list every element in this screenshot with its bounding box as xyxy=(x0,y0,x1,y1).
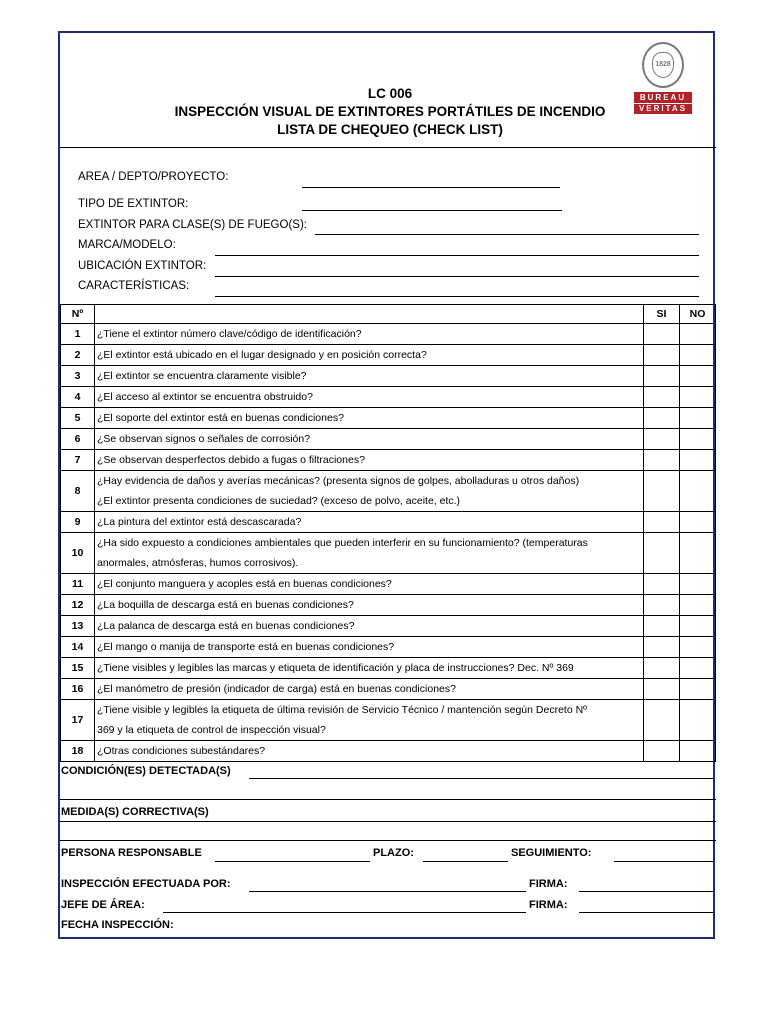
si-checkbox[interactable] xyxy=(644,679,680,700)
row-number: 14 xyxy=(61,637,95,658)
col-num-header: Nº xyxy=(61,305,95,324)
table-row xyxy=(61,366,716,387)
question-text: ¿Tiene visibles y legibles las marcas y etiqueta de identificación y placa de instrucciones? Dec. Nº 369 xyxy=(97,662,574,674)
no-checkbox[interactable] xyxy=(680,408,716,429)
row-number: 13 xyxy=(61,616,95,637)
row-question xyxy=(95,450,644,471)
row-question xyxy=(95,741,644,762)
row-number: 5 xyxy=(61,408,95,429)
si-checkbox[interactable] xyxy=(644,324,680,345)
seguimiento-label: SEGUIMIENTO: xyxy=(511,847,592,859)
marca-label: MARCA/MODELO: xyxy=(78,239,176,251)
condicion-label: CONDICIÓN(ES) DETECTADA(S) xyxy=(61,765,231,777)
row-question xyxy=(95,595,644,616)
seal-year: 1828 xyxy=(652,52,674,78)
firma1-label: FIRMA: xyxy=(529,878,568,890)
tipo-field[interactable] xyxy=(302,210,562,211)
question-text: ¿El manómetro de presión (indicador de carga) está en buenas condiciones? xyxy=(97,683,456,695)
si-checkbox[interactable] xyxy=(644,595,680,616)
row-question xyxy=(95,658,644,679)
no-checkbox[interactable] xyxy=(680,533,716,574)
col-no-header: NO xyxy=(680,305,716,324)
row-number: 4 xyxy=(61,387,95,408)
row-number: 1 xyxy=(61,324,95,345)
table-row xyxy=(61,324,716,345)
table-row xyxy=(61,616,716,637)
row-question xyxy=(95,574,644,595)
form-code: LC 006 xyxy=(367,86,413,101)
table-row xyxy=(61,658,716,679)
si-checkbox[interactable] xyxy=(644,512,680,533)
row-question xyxy=(95,408,644,429)
table-header xyxy=(61,305,716,324)
row-question xyxy=(95,700,644,741)
row-number: 17 xyxy=(61,700,95,741)
condicion-field[interactable] xyxy=(249,778,715,779)
col-si-header: SI xyxy=(644,305,680,324)
question-text: ¿Hay evidencia de daños y averías mecánicas? (presenta signos de golpes, abolladuras u otros daños) xyxy=(97,475,580,487)
question-text: ¿Se observan desperfectos debido a fugas o filtraciones? xyxy=(97,454,365,466)
table-row xyxy=(61,512,716,533)
seal-icon xyxy=(642,42,684,88)
row-number: 15 xyxy=(61,658,95,679)
table-row xyxy=(61,741,716,762)
table-row xyxy=(61,595,716,616)
row-number: 2 xyxy=(61,345,95,366)
row-question xyxy=(95,366,644,387)
question-text: ¿El acceso al extintor se encuentra obstruido? xyxy=(97,391,313,403)
row-number: 7 xyxy=(61,450,95,471)
no-checkbox[interactable] xyxy=(680,679,716,700)
no-checkbox[interactable] xyxy=(680,387,716,408)
table-row xyxy=(61,637,716,658)
area-field[interactable] xyxy=(302,187,560,188)
si-checkbox[interactable] xyxy=(644,471,680,512)
clase-label: EXTINTOR PARA CLASE(S) DE FUEGO(S): xyxy=(78,219,307,231)
seguimiento-field[interactable] xyxy=(614,861,715,862)
question-text: ¿Se observan signos o señales de corrosión? xyxy=(97,433,311,445)
no-checkbox[interactable] xyxy=(680,512,716,533)
table-row xyxy=(61,471,716,512)
no-checkbox[interactable] xyxy=(680,345,716,366)
row-number: 11 xyxy=(61,574,95,595)
table-row xyxy=(61,450,716,471)
firma2-field[interactable] xyxy=(579,912,715,913)
condicion-divider xyxy=(60,799,716,800)
ubicacion-field[interactable] xyxy=(215,276,699,277)
logo-veritas: VERITAS xyxy=(634,104,692,114)
row-question xyxy=(95,429,644,450)
plazo-label: PLAZO: xyxy=(373,847,414,859)
table-row xyxy=(61,387,716,408)
inspeccion-field[interactable] xyxy=(249,891,526,892)
marca-field[interactable] xyxy=(215,255,699,256)
si-checkbox[interactable] xyxy=(644,637,680,658)
row-number: 6 xyxy=(61,429,95,450)
table-row xyxy=(61,574,716,595)
row-question xyxy=(95,324,644,345)
row-number: 18 xyxy=(61,741,95,762)
question-text: ¿Tiene visible y legibles la etiqueta de última revisión de Servicio Técnico / mantención según Decreto Nº xyxy=(97,704,587,716)
medida-divider-2 xyxy=(60,840,716,841)
no-checkbox[interactable] xyxy=(680,450,716,471)
no-checkbox[interactable] xyxy=(680,366,716,387)
no-checkbox[interactable] xyxy=(680,574,716,595)
no-checkbox[interactable] xyxy=(680,429,716,450)
clase-field[interactable] xyxy=(315,234,699,235)
inspeccion-label: INSPECCIÓN EFECTUADA POR: xyxy=(61,878,231,890)
si-checkbox[interactable] xyxy=(644,429,680,450)
question-text: ¿El mango o manija de transporte está en buenas condiciones? xyxy=(97,641,395,653)
question-text-cont: ¿El extintor presenta condiciones de suciedad? (exceso de polvo, aceite, etc.) xyxy=(97,495,461,507)
firma1-field[interactable] xyxy=(579,891,715,892)
question-text: ¿El soporte del extintor está en buenas condiciones? xyxy=(97,412,344,424)
question-text-cont: 369 y la etiqueta de control de inspección visual? xyxy=(97,724,326,736)
jefe-field[interactable] xyxy=(163,912,526,913)
table-row xyxy=(61,700,716,741)
row-question xyxy=(95,345,644,366)
table-row xyxy=(61,679,716,700)
si-checkbox[interactable] xyxy=(644,387,680,408)
no-checkbox[interactable] xyxy=(680,471,716,512)
si-checkbox[interactable] xyxy=(644,616,680,637)
no-checkbox[interactable] xyxy=(680,324,716,345)
si-checkbox[interactable] xyxy=(644,741,680,762)
question-text: ¿La boquilla de descarga está en buenas condiciones? xyxy=(97,599,354,611)
question-text: ¿La pintura del extintor está descascarada? xyxy=(97,516,302,528)
no-checkbox[interactable] xyxy=(680,700,716,741)
si-checkbox[interactable] xyxy=(644,700,680,741)
si-checkbox[interactable] xyxy=(644,658,680,679)
no-checkbox[interactable] xyxy=(680,616,716,637)
table-row xyxy=(61,429,716,450)
row-question xyxy=(95,387,644,408)
question-text: ¿Ha sido expuesto a condiciones ambientales que pueden interferir en su funcionamiento? (temperaturas xyxy=(97,537,588,549)
tipo-label: TIPO DE EXTINTOR: xyxy=(78,198,189,210)
si-checkbox[interactable] xyxy=(644,366,680,387)
medida-divider-1 xyxy=(60,821,716,822)
firma2-label: FIRMA: xyxy=(529,899,568,911)
medida-label: MEDIDA(S) CORRECTIVA(S) xyxy=(61,806,209,818)
persona-label: PERSONA RESPONSABLE xyxy=(61,847,202,859)
checklist-table xyxy=(60,304,716,762)
row-number: 9 xyxy=(61,512,95,533)
table-row xyxy=(61,408,716,429)
area-label: AREA / DEPTO/PROYECTO: xyxy=(78,171,229,183)
fecha-label: FECHA INSPECCIÓN: xyxy=(61,919,174,931)
row-question xyxy=(95,512,644,533)
row-number: 12 xyxy=(61,595,95,616)
no-checkbox[interactable] xyxy=(680,741,716,762)
question-text: ¿Tiene el extintor número clave/código de identificación? xyxy=(97,328,362,340)
row-question xyxy=(95,533,644,574)
question-text: ¿El extintor se encuentra claramente visible? xyxy=(97,370,307,382)
table-row xyxy=(61,345,716,366)
question-text: ¿El extintor está ubicado en el lugar designado y en posición correcta? xyxy=(97,349,427,361)
plazo-field[interactable] xyxy=(423,861,508,862)
si-checkbox[interactable] xyxy=(644,408,680,429)
caracteristicas-label: CARACTERÍSTICAS: xyxy=(78,280,190,292)
logo-bureau: BUREAU xyxy=(634,92,692,103)
col-question-header xyxy=(95,305,644,324)
question-text-cont: anormales, atmósferas, humos corrosivos). xyxy=(97,557,299,569)
row-question xyxy=(95,616,644,637)
row-number: 16 xyxy=(61,679,95,700)
row-number: 10 xyxy=(61,533,95,574)
si-checkbox[interactable] xyxy=(644,345,680,366)
question-text: ¿La palanca de descarga está en buenas condiciones? xyxy=(97,620,355,632)
question-text: ¿Otras condiciones subestándares? xyxy=(97,745,266,757)
si-checkbox[interactable] xyxy=(644,533,680,574)
row-number: 8 xyxy=(61,471,95,512)
no-checkbox[interactable] xyxy=(680,595,716,616)
persona-field[interactable] xyxy=(215,861,370,862)
si-checkbox[interactable] xyxy=(644,574,680,595)
si-checkbox[interactable] xyxy=(644,450,680,471)
row-question xyxy=(95,471,644,512)
form-subtitle: LISTA DE CHEQUEO (CHECK LIST) xyxy=(277,122,503,137)
question-text: ¿El conjunto manguera y acoples está en buenas condiciones? xyxy=(97,578,392,590)
row-question xyxy=(95,679,644,700)
ubicacion-label: UBICACIÓN EXTINTOR: xyxy=(78,260,207,272)
no-checkbox[interactable] xyxy=(680,658,716,679)
header-divider xyxy=(60,147,716,148)
form-title: INSPECCIÓN VISUAL DE EXTINTORES PORTÁTILES DE INCENDIO xyxy=(174,104,606,119)
table-row xyxy=(61,533,716,574)
row-question xyxy=(95,637,644,658)
caracteristicas-field[interactable] xyxy=(215,296,699,297)
row-number: 3 xyxy=(61,366,95,387)
no-checkbox[interactable] xyxy=(680,637,716,658)
jefe-label: JEFE DE ÁREA: xyxy=(61,899,145,911)
